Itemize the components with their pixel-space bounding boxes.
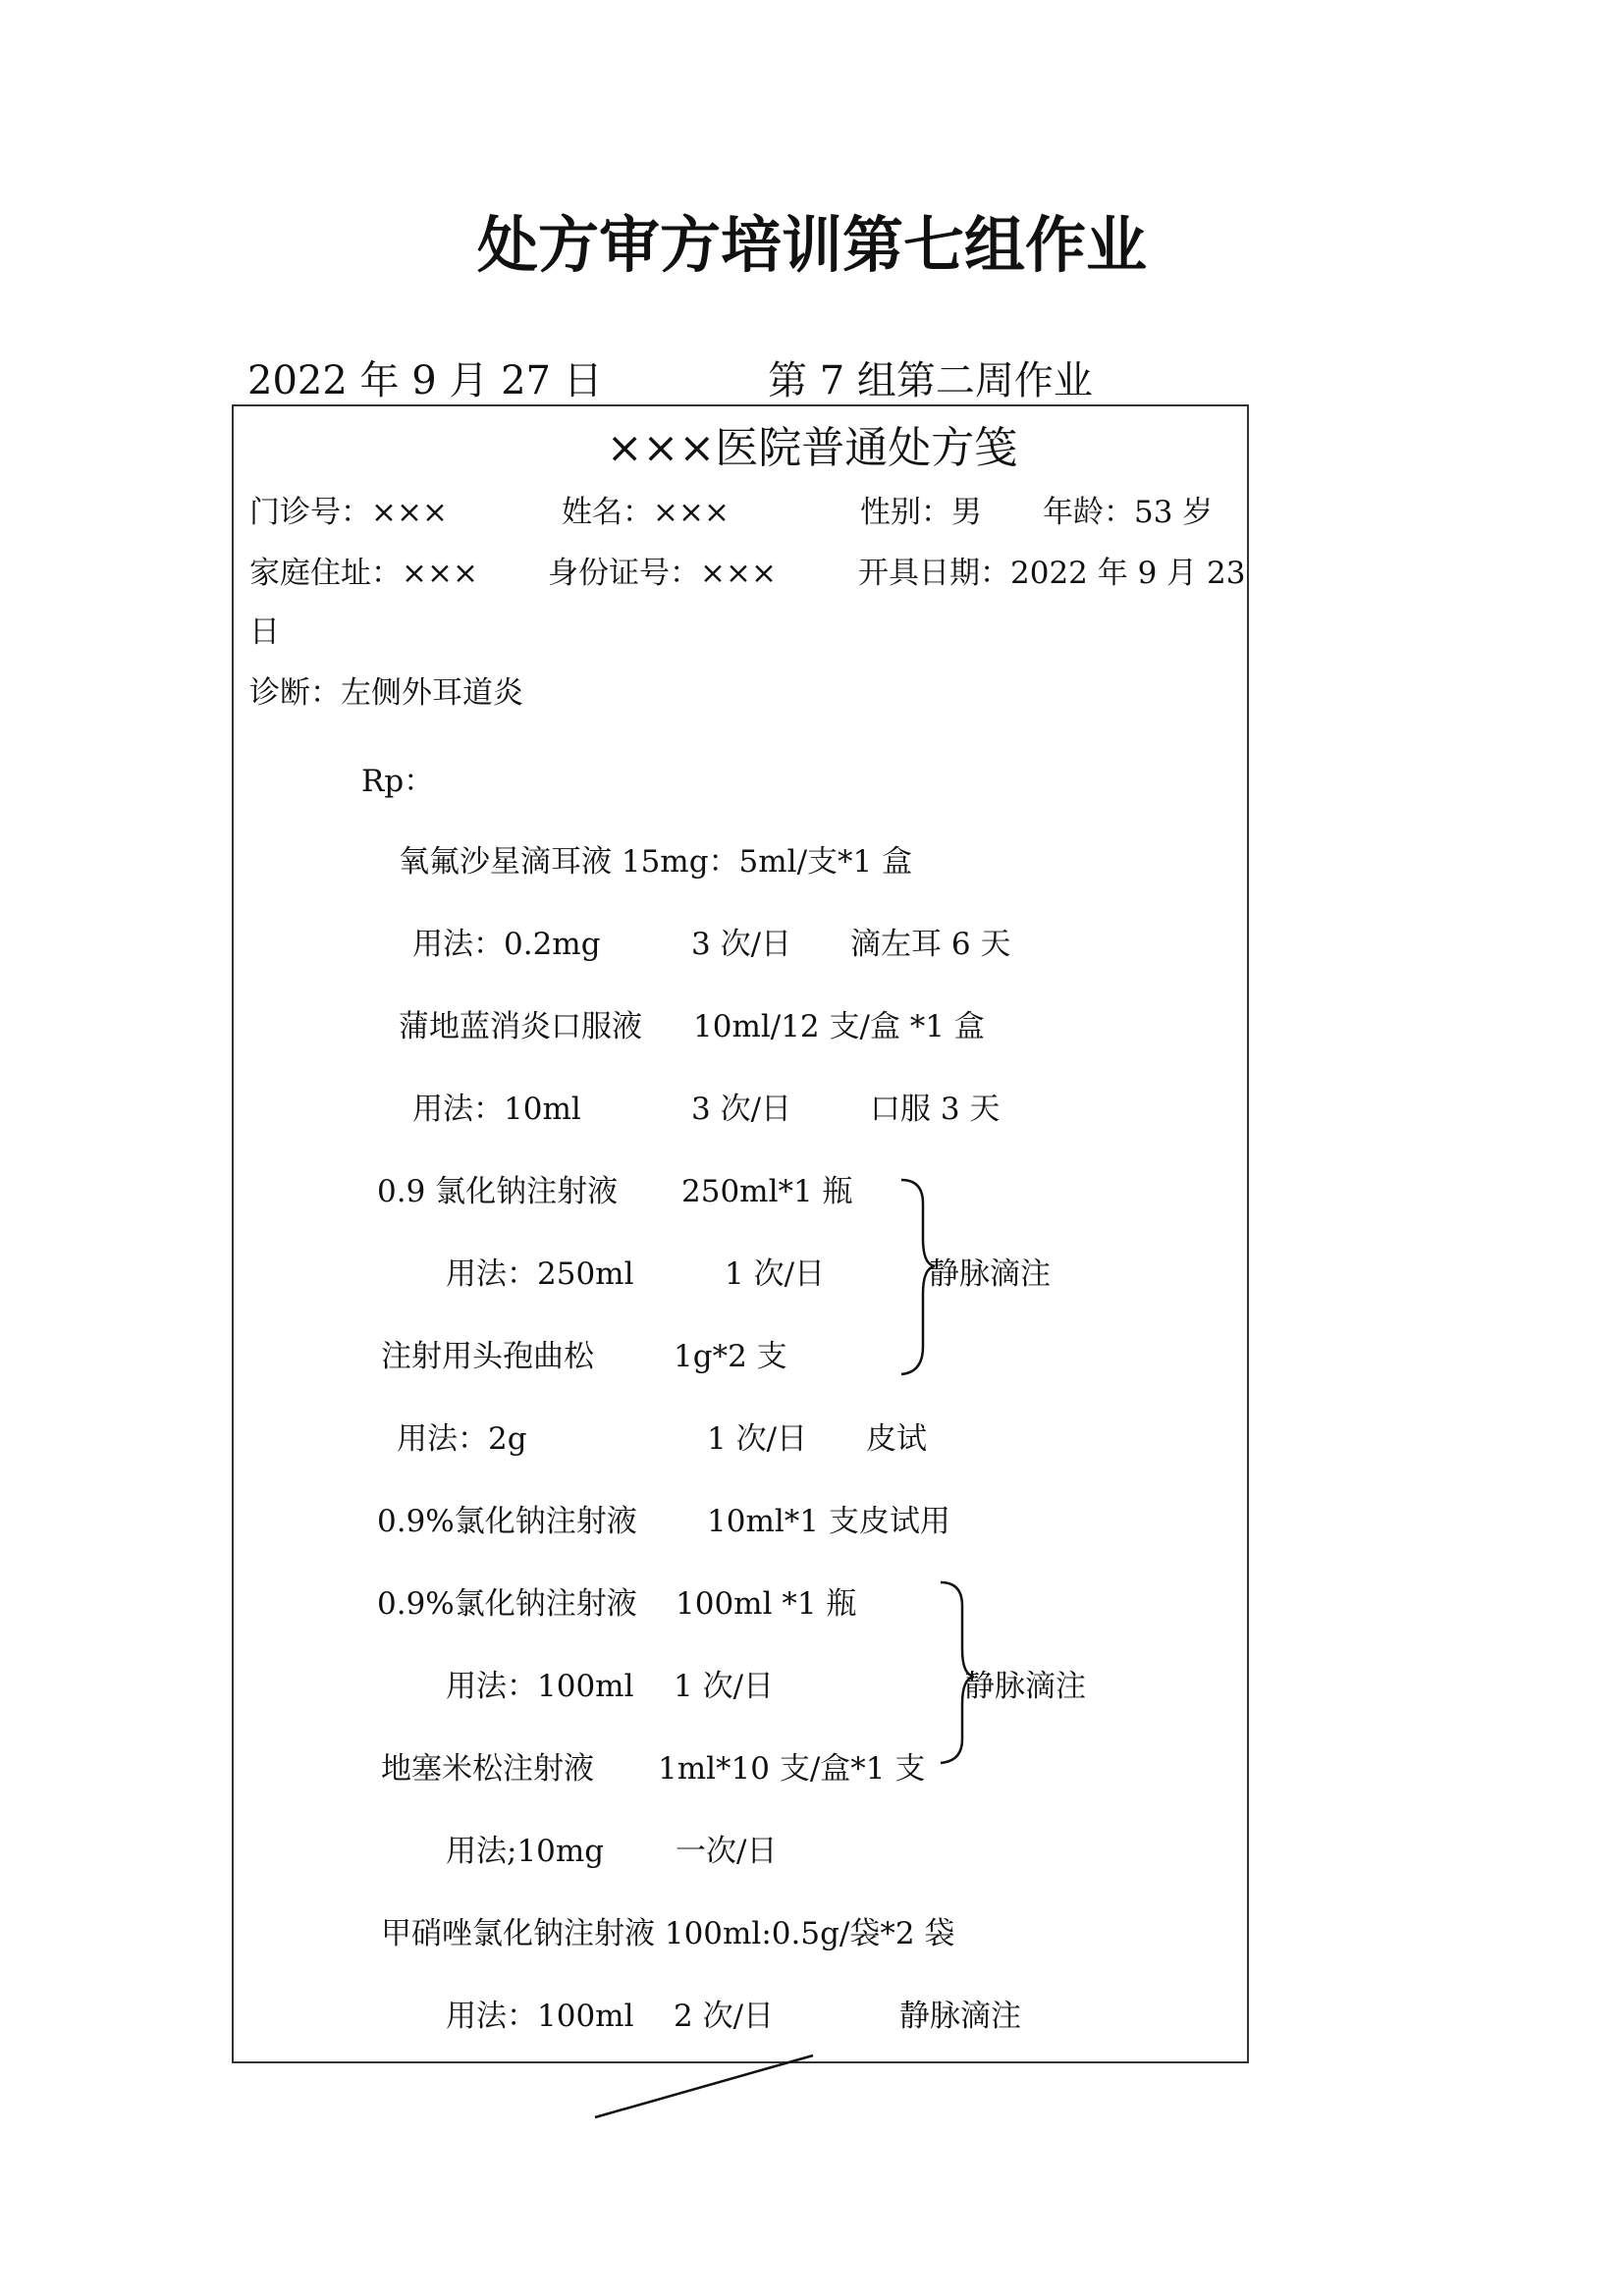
route: 口服 3 天 (870, 1092, 1001, 1127)
drug-line: 蒲地蓝消炎口服液 (399, 1009, 642, 1044)
route: 静脉滴注 (899, 1999, 1021, 2034)
drug-spec: 100ml *1 瓶 (676, 1586, 857, 1622)
group-brace (901, 1180, 935, 1374)
rp-label: Rp： (361, 764, 435, 799)
frequency: 2 次/日 (674, 1999, 775, 2034)
drug-line: 0.9%氯化钠注射液 (377, 1504, 637, 1539)
dosage-line: 用法：100ml (446, 1669, 634, 1704)
group-route: 静脉滴注 (964, 1669, 1086, 1704)
drug-spec: 250ml*1 瓶 (681, 1174, 853, 1209)
frequency: 3 次/日 (691, 927, 792, 962)
frequency: 3 次/日 (691, 1092, 792, 1127)
route: 滴左耳 6 天 (850, 927, 1011, 962)
drug-line: 氧氟沙星滴耳液 15mg：5ml/支*1 盒 (399, 844, 913, 880)
drug-spec: 10ml/12 支/盒 *1 盒 (693, 1009, 985, 1044)
patient-name: 姓名：××× (562, 495, 730, 530)
dosage-line: 用法：0.2mg (412, 927, 601, 962)
drug-line: 0.9 氯化钠注射液 (377, 1174, 619, 1209)
frequency: 1 次/日 (707, 1421, 808, 1457)
strike-line (595, 2056, 813, 2117)
prescription-title: ×××医院普通处方笺 (606, 423, 1018, 473)
diagnosis: 诊断：左侧外耳道炎 (249, 675, 523, 711)
document-title: 处方审方培训第七组作业 (476, 209, 1147, 281)
frequency: 一次/日 (676, 1834, 778, 1869)
date-line: 2022 年 9 月 27 日 (247, 358, 603, 403)
dosage-line: 用法：250ml (446, 1256, 634, 1292)
patient-id-no: 身份证号：××× (548, 556, 777, 591)
frequency: 1 次/日 (674, 1669, 775, 1704)
drug-spec: 1g*2 支 (674, 1339, 787, 1374)
drug-line: 注射用头孢曲松 (381, 1339, 594, 1374)
drug-line: 甲硝唑氯化钠注射液 100ml:0.5g/袋*2 袋 (381, 1916, 955, 1951)
dosage-line: 用法;10mg (446, 1834, 605, 1869)
patient-gender: 性别：男 (860, 495, 982, 530)
outpatient-no: 门诊号：××× (249, 495, 448, 530)
drug-spec: 10ml*1 支皮试用 (707, 1504, 950, 1539)
frequency: 1 次/日 (725, 1256, 826, 1292)
group-brace (941, 1582, 974, 1763)
dosage-line: 用法：100ml (446, 1999, 634, 2034)
assignment-line: 第 7 组第二周作业 (768, 358, 1093, 403)
issue-date: 开具日期：2022 年 9 月 23 (858, 556, 1246, 591)
patient-address: 家庭住址：××× (249, 556, 478, 591)
drug-line: 0.9%氯化钠注射液 (377, 1586, 637, 1622)
dosage-line: 用法：10ml (412, 1092, 581, 1127)
drug-spec: 1ml*10 支/盒*1 支 (658, 1751, 926, 1787)
patient-age: 年龄：53 岁 (1043, 495, 1214, 530)
dosage-line: 用法：2g (397, 1421, 527, 1457)
drug-line: 地塞米松注射液 (381, 1751, 594, 1787)
issue-date-wrap: 日 (249, 614, 280, 650)
note: 皮试 (866, 1421, 927, 1457)
group-route: 静脉滴注 (929, 1256, 1051, 1292)
